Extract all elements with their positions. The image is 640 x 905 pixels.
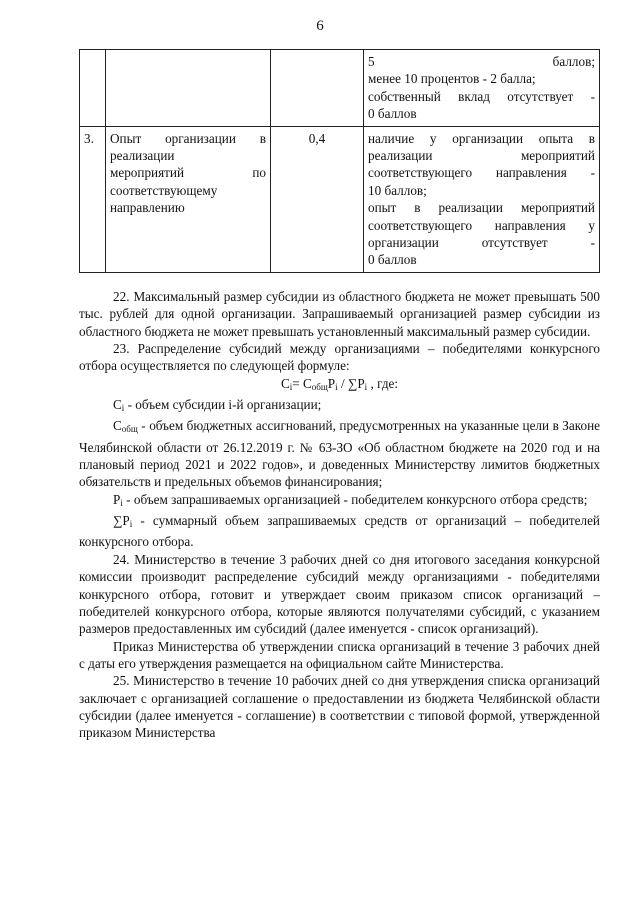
- criteria-table: [79, 49, 600, 273]
- name-line: мероприятий по: [110, 165, 266, 181]
- symbol-subscript: i: [120, 497, 123, 508]
- formula-part: / ∑P: [337, 375, 365, 391]
- symbol-subscript: общ: [121, 424, 138, 435]
- formula-part: , где:: [367, 375, 399, 391]
- paragraph-23: 23. Распределение субсидий между организациями – победителями конкурсного отбора осуществляется по следующей формуле:: [79, 341, 600, 374]
- formula-subscript: i: [364, 381, 368, 392]
- paragraph-24-order: Приказ Министерства об утверждении списка организаций в течение 3 рабочих дней с даты его утверждения размещается на официальном сайте Министерства.: [79, 638, 600, 671]
- score-line: менее 10 процентов - 2 балла;: [368, 71, 536, 87]
- paragraph-22: 22. Максимальный размер субсидии из областного бюджета не может превышать 500 тыс. рублей для одной организации. Запрашиваемый организацией размер субсидии из областного бюджета не может превышать установленный максимальный размер субсидии.: [79, 289, 600, 339]
- definition-c-total: [79, 417, 600, 490]
- score-line: организации отсутствует -: [368, 235, 595, 251]
- row-number-cell: 3.: [80, 126, 106, 272]
- definition-text: - объем запрашиваемых организацией - победителем конкурсного отбора средств;: [122, 491, 588, 507]
- weight-cell: 0,4: [271, 126, 364, 272]
- symbol: ∑P: [113, 513, 130, 529]
- criterion-name-cell: [106, 126, 271, 272]
- formula-part: = C: [292, 375, 312, 391]
- score-line: собственный вклад отсутствует -: [368, 88, 595, 104]
- table-row: [80, 126, 600, 272]
- symbol-subscript: i: [121, 403, 125, 414]
- name-line: реализации: [110, 148, 175, 164]
- weight-cell: [271, 50, 364, 127]
- formula-part: P: [327, 375, 336, 391]
- definition-pi: [79, 491, 600, 512]
- definition-sum-pi: [79, 512, 600, 551]
- table-row: [80, 50, 600, 127]
- symbol: C: [113, 397, 122, 413]
- definition-text: - объем бюджетных ассигнований, предусмотренных на указанные цели в Законе Челябинской области от 26.12.2019 г. № 63-ЗО «Об областном бюджете на 2020 год и на плановый период 2021 и 2022 годов», и доведенных Министерству лимитов бюджетных обязательств и предельных объемов финансирования;: [79, 418, 600, 490]
- score-line: 5 баллов;: [368, 54, 595, 69]
- paragraph-25: 25. Министерство в течение 10 рабочих дней со дня утверждения списка организаций заключает с организацией соглашение о предоставлении из бюджета Челябинской области субсидии (далее именуется - соглашение) в соответствии с типовой формой, утвержденной приказом Министерства: [79, 673, 600, 741]
- document-body: [79, 288, 600, 742]
- name-line: соответствующему: [110, 182, 218, 198]
- page-number: 6: [316, 18, 324, 34]
- symbol: P: [113, 491, 121, 507]
- score-line: соответствующего направления у: [368, 217, 595, 233]
- definition-ci: [79, 396, 600, 417]
- score-description-cell: [364, 50, 600, 127]
- definition-text: - объем субсидии i-й организации;: [124, 397, 322, 413]
- paragraph-24: 24. Министерство в течение 3 рабочих дней со дня итогового заседания конкурсной комиссии производит распределение субсидий между организациями - победителями конкурсного отбора, готовит и утверждает своим приказом список организаций – победителей конкурсного отбора, которые являются получателями субсидий, с указанием размеров предоставленных им субсидий (далее именуется - список организаций).: [79, 551, 600, 637]
- name-line: Опыт организации в: [110, 130, 266, 146]
- score-line: 10 баллов;: [368, 182, 427, 198]
- formula-subscript: i: [335, 381, 338, 392]
- score-line: соответствующего направления -: [368, 165, 595, 181]
- score-line: опыт в реализации мероприятий: [368, 200, 595, 216]
- score-line: реализации мероприятий: [368, 148, 595, 164]
- definition-text: - суммарный объем запрашиваемых средств от организаций – победителей конкурсного отбора.: [79, 513, 600, 550]
- formula-part: C: [280, 375, 290, 391]
- symbol: C: [113, 418, 122, 434]
- distribution-formula: [79, 375, 600, 396]
- formula-subscript: i: [289, 381, 293, 392]
- name-line: направлению: [110, 200, 185, 216]
- criterion-name-cell: [106, 50, 271, 127]
- score-line: 0 баллов: [368, 252, 417, 268]
- symbol-subscript: i: [129, 519, 133, 530]
- score-description-cell: [364, 126, 600, 272]
- row-number-cell: [80, 50, 106, 127]
- score-line: наличие у организации опыта в: [368, 130, 595, 146]
- formula-subscript: общ: [311, 381, 328, 392]
- score-line: 0 баллов: [368, 106, 417, 122]
